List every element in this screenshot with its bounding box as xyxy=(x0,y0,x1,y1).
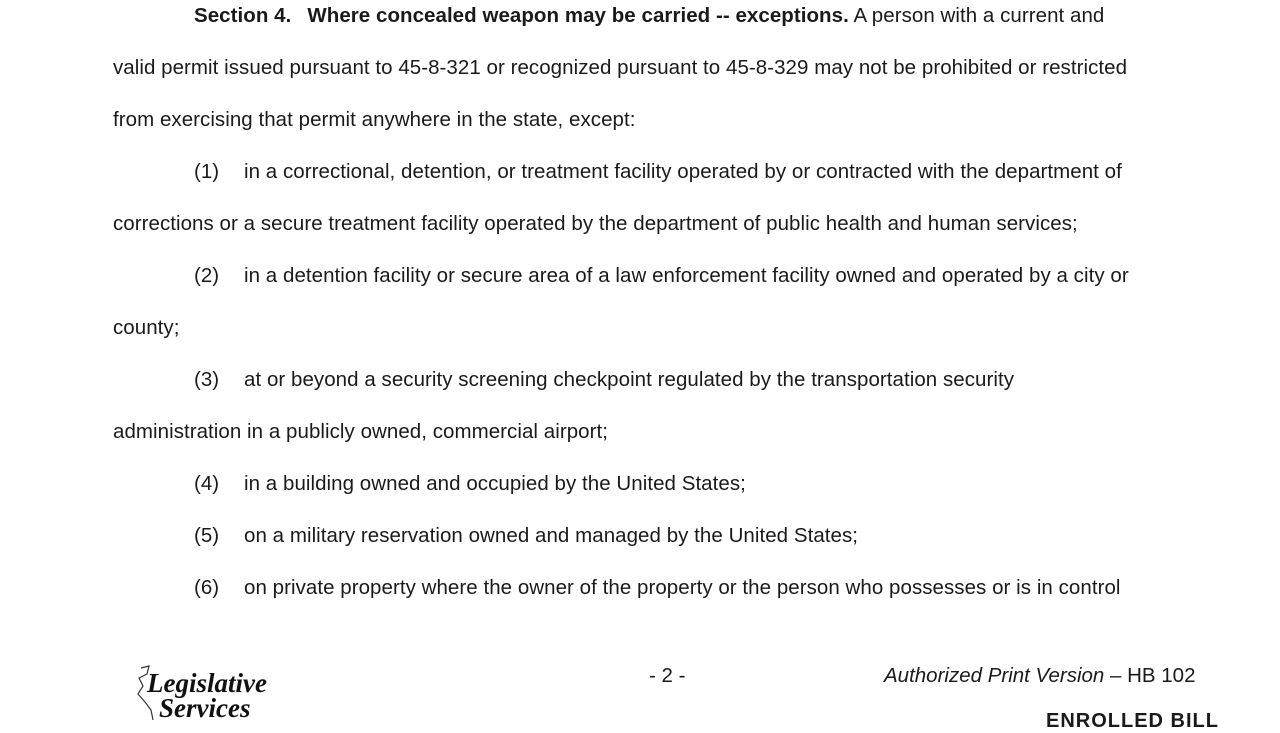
item-text-continued: county; xyxy=(113,316,180,339)
item-text-continued: administration in a publicly owned, commercial airport; xyxy=(113,420,608,443)
bill-number: HB 102 xyxy=(1127,664,1196,687)
print-separator: – xyxy=(1104,664,1128,687)
item-text: in a correctional, detention, or treatment facility operated by or contracted with the department of xyxy=(244,160,1122,183)
legislative-services-logo xyxy=(135,664,285,723)
item-number: (6) xyxy=(194,576,220,599)
item-number: (5) xyxy=(194,524,220,547)
item-text: on private property where the owner of the property or the person who possesses or is in control xyxy=(244,576,1121,599)
page-number: - 2 - xyxy=(649,664,686,687)
logo-line-1: Legislative xyxy=(147,668,267,698)
enrolled-bill-stamp: ENROLLED BILL xyxy=(1046,710,1219,732)
section-number: Section 4. xyxy=(194,4,292,27)
section-heading-line xyxy=(194,4,1104,28)
section-intro-line-2: valid permit issued pursuant to 45-8-321 or recognized pursuant to 45-8-329 may not be prohibited or restricted xyxy=(113,56,1128,79)
print-version-label xyxy=(884,664,1195,688)
logo-line-2: Services xyxy=(159,693,251,723)
item-text: at or beyond a security screening checkpoint regulated by the transportation security xyxy=(244,368,1015,391)
item-text: in a detention facility or secure area of a law enforcement facility owned and operated by a city or xyxy=(244,264,1129,287)
item-number: (2) xyxy=(194,264,220,287)
section-intro-line-3: from exercising that permit anywhere in the state, except: xyxy=(113,108,636,131)
item-text: in a building owned and occupied by the United States; xyxy=(244,472,746,495)
section-intro-text: A person with a current and xyxy=(853,4,1105,27)
item-number: (3) xyxy=(194,368,220,391)
item-number: (1) xyxy=(194,160,220,183)
print-version-text: Authorized Print Version xyxy=(884,664,1105,687)
item-text-continued: corrections or a secure treatment facility operated by the department of public health and human services; xyxy=(113,212,1078,235)
section-title: Where concealed weapon may be carried -- exceptions. xyxy=(307,4,849,27)
item-text: on a military reservation owned and managed by the United States; xyxy=(244,524,859,547)
item-number: (4) xyxy=(194,472,220,495)
